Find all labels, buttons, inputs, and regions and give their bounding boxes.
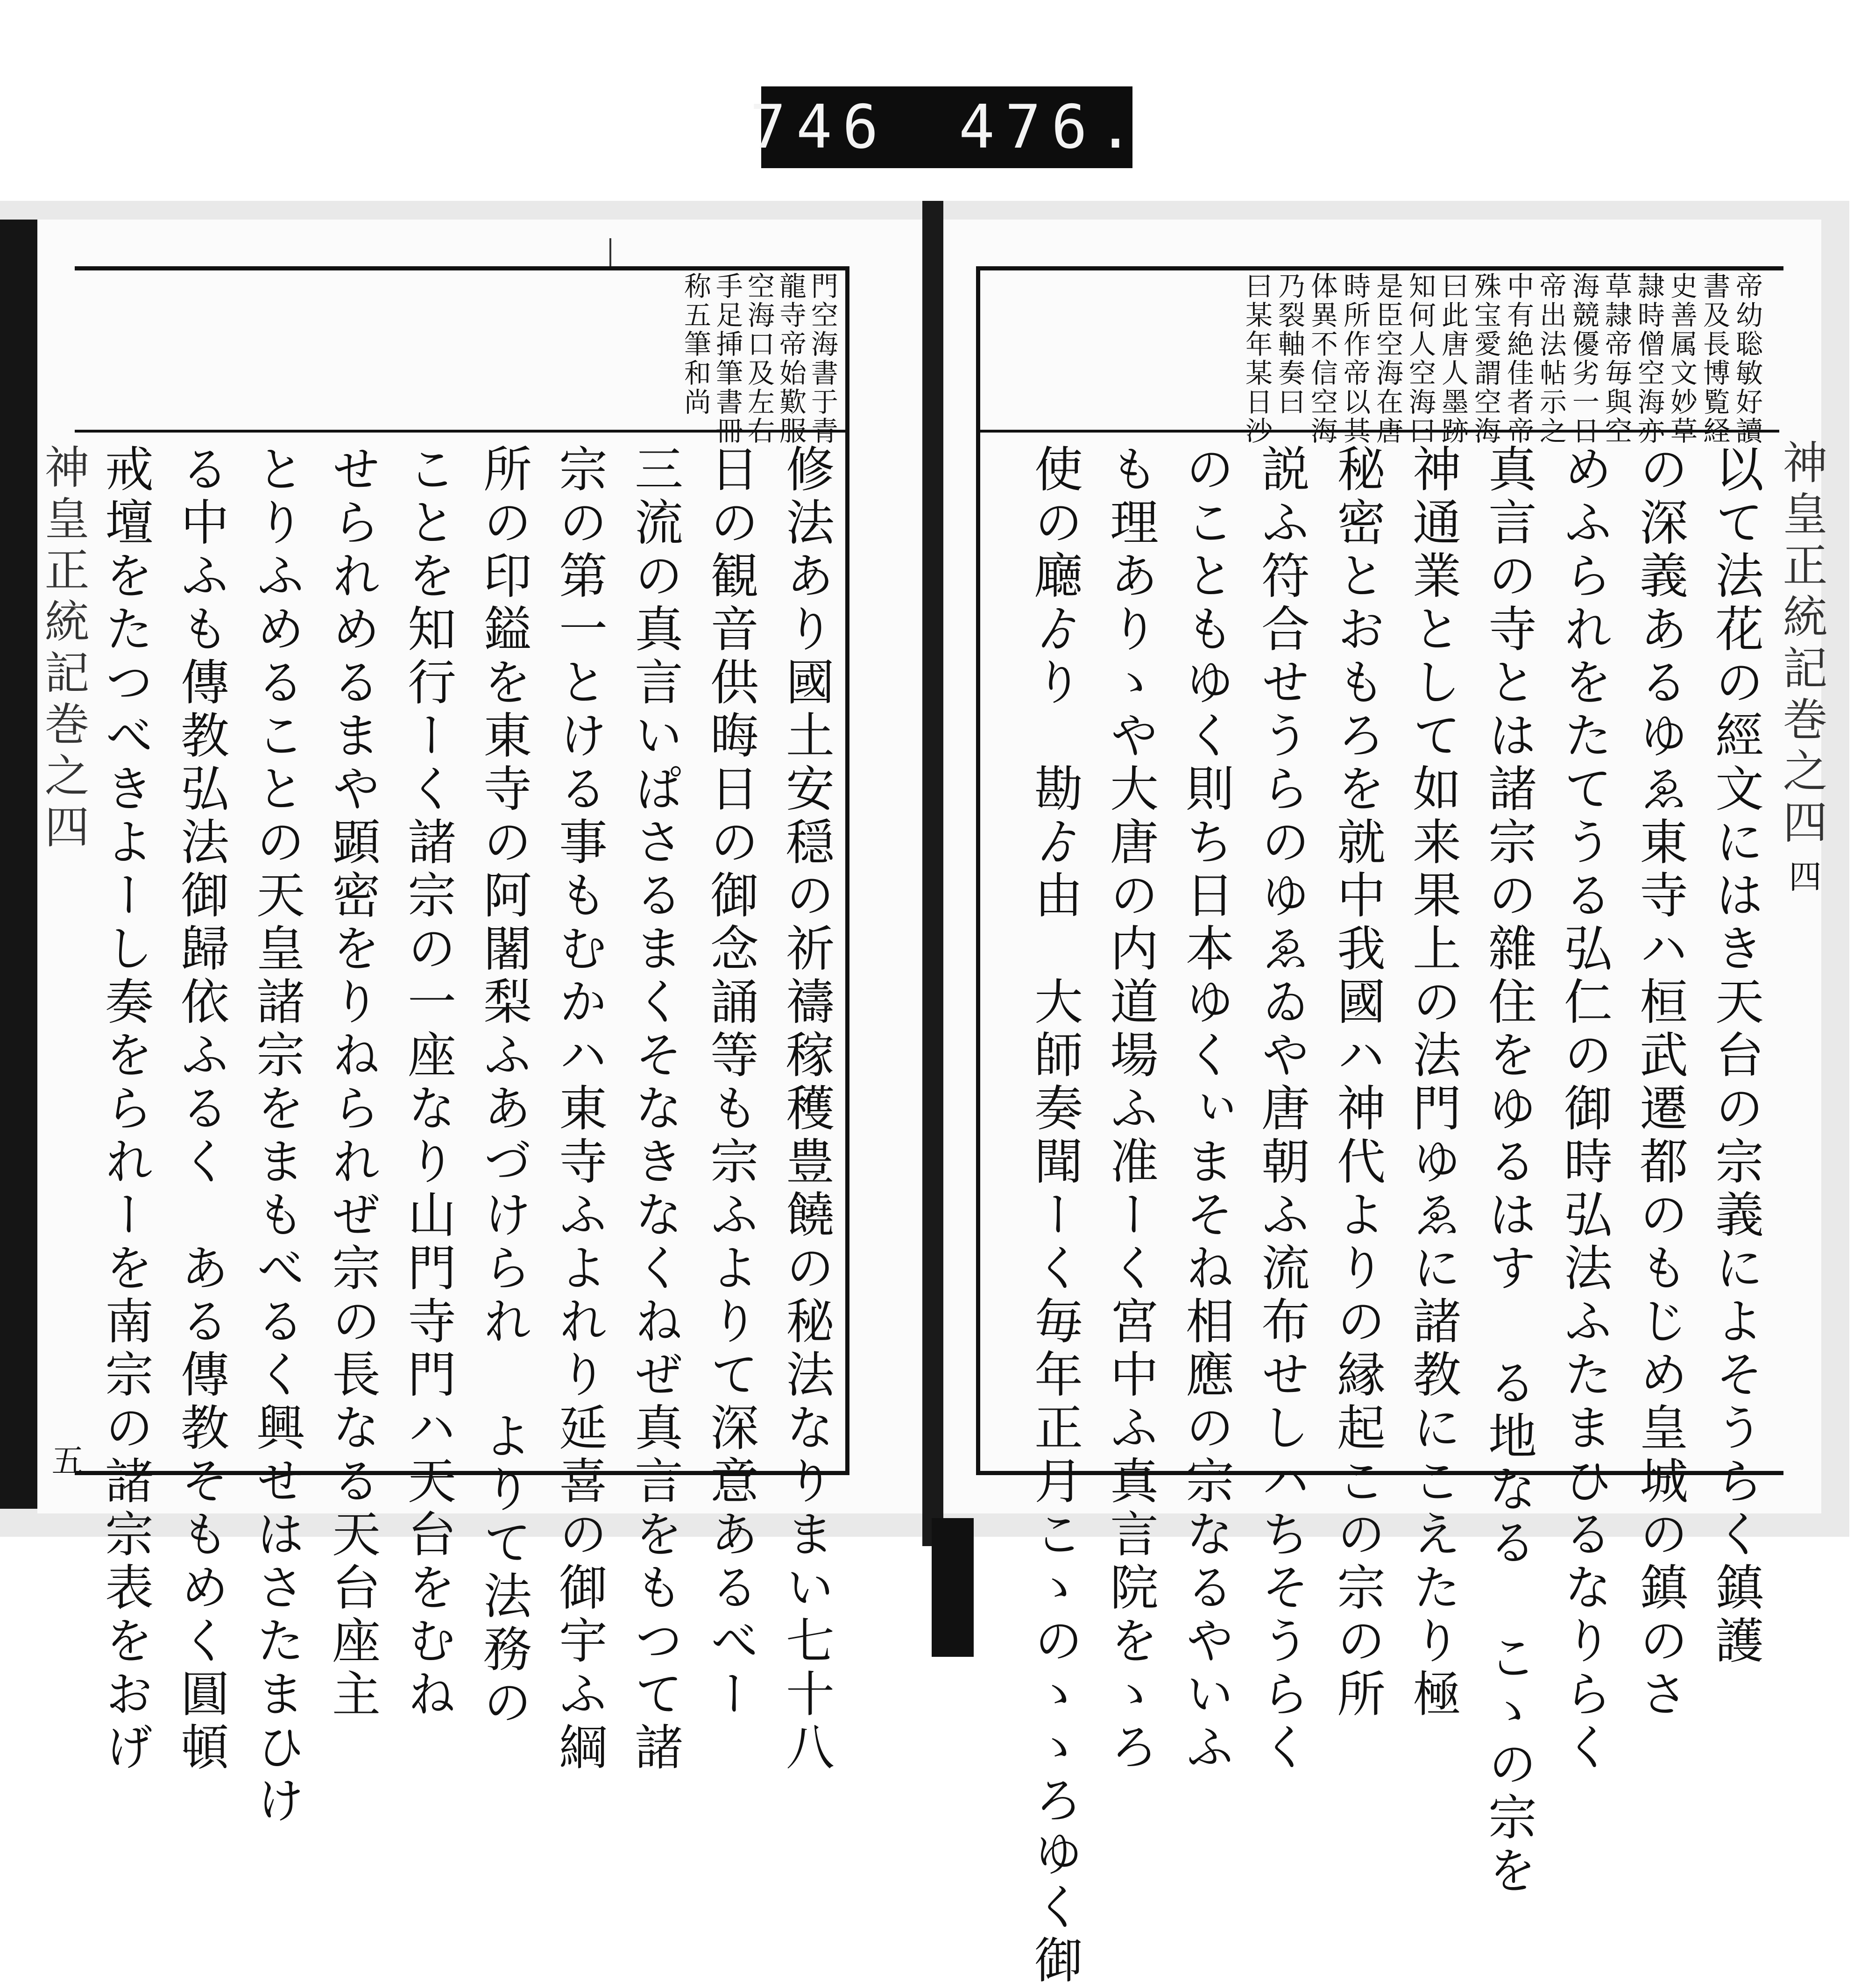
body-column: 戒壇をたつべきよーし奏をられーを南宗の諸宗表をおげ [97, 444, 154, 1775]
headnote-column: 知何人空海曰 [1404, 272, 1436, 446]
headnote-column: 史善属文妙草 [1666, 272, 1698, 446]
headnote-column: 空海口及左右 [743, 272, 775, 446]
headnote-column: 曰此唐人墨跡 [1437, 272, 1469, 446]
headnote-column: 隷時僧空海亦 [1633, 272, 1665, 446]
scan-left-number: 746 [750, 92, 889, 162]
body-column: 所の印鎰を東寺の阿闍梨ふあづけられ よりて法務の [475, 444, 532, 1730]
headnote-column: 称五筆和尚 [679, 272, 711, 417]
body-column: 日の観音供晦日の御念誦等も宗ふよりて深意あるべー [702, 444, 759, 1722]
right-page-number: 四 [1783, 859, 1822, 892]
left-page [37, 220, 925, 1828]
body-column: 説ふ符合せうらのゆゑゐや唐朝ふ流布せしハちそうらく [1253, 444, 1310, 1775]
headnote-column: 体異不信空海 [1306, 272, 1338, 446]
body-column: 三流の真言いぱさるまくそなきなくねぜ真言をもつて諸 [626, 444, 683, 1775]
body-column: る中ふも傳教弘法御歸依ふるく ある傳教そもめく圓頓 [172, 444, 229, 1775]
body-column: のこともゆく則ち日本ゆくぃまそね相應の宗なるやいふ [1177, 444, 1234, 1775]
body-column: 宗の第一とける事もむかハ東寺ふよれり延喜の御宇ふ綱 [551, 444, 608, 1775]
headnote-column: 書及長博覧経 [1698, 272, 1730, 446]
body-column: の深義あるゆゑ東寺ハ桓武遷都のもじめ皇城の鎮のさ [1631, 444, 1688, 1722]
body-column: 神通業として如来果上の法門ゆゑに諸教にこえたり極 [1404, 444, 1461, 1722]
body-column: 真言の寺とは諸宗の雜住をゆるはす る地なる こゝの宗を [1480, 444, 1537, 1898]
right-running-title: 神皇正統記巻之四 [1776, 439, 1828, 850]
body-column: めふられをたてうる弘仁の御時弘法ふたまひるなりらく [1556, 444, 1613, 1775]
headnote-column: 草隷帝毎與空 [1600, 272, 1632, 446]
headnote-column: 是臣空海在唐 [1372, 272, 1403, 446]
body-column: せられめるまや顕密をりねられぜ宗の長なる天台座主 [324, 444, 381, 1722]
headnote-column: 帝幼聡敏好讀 [1731, 272, 1763, 446]
right-page [943, 220, 1828, 1988]
headnote-column: 門空海書于青 [807, 272, 838, 446]
body-column: 修法あり國土安穏の祈禱稼穫豊饒の秘法なりまい七十八 [778, 444, 835, 1775]
headnote-column: 中有絶佳者帝 [1502, 272, 1534, 446]
gutter-clip [932, 1518, 974, 1657]
book-gutter [922, 201, 943, 1546]
left-running-title: 神皇正統記巻之四 [37, 444, 90, 855]
left-page-tick [609, 238, 611, 266]
headnote-column: 乃裂軸奏曰 [1274, 272, 1305, 417]
scan-right-number: 476. [958, 92, 1144, 162]
headnote-column: 手足挿筆書冊 [711, 272, 743, 446]
headnote-column: 曰某年某日沙 [1241, 272, 1273, 446]
headnote-column: 海競優劣一日 [1568, 272, 1599, 446]
headnote-column: 帝出法帖示之 [1535, 272, 1567, 446]
scan-number-label [750, 86, 1144, 168]
left-page-number: 五 [46, 1443, 85, 1476]
body-column: 以て法花の經文にはき天台の宗義によそうらく鎮護 [1707, 444, 1764, 1668]
body-column: ことを知行ーく諸宗の一座なり山門寺門ハ天台をむね [399, 444, 456, 1722]
body-column: 秘密とおもろを就中我國ハ神代よりの縁起この宗の所 [1329, 444, 1386, 1722]
body-column: 使の廰ゟり 勘ゟ由 大師奏聞ーく毎年正月こゝのゝゝろゆく御 [1026, 444, 1083, 1988]
headnote-column: 龍寺帝始歎服 [775, 272, 807, 446]
body-column: とりふめることの天皇諸宗をまもべるく興せはさたまひけ [248, 444, 305, 1828]
headnote-column: 時所作帝以其 [1339, 272, 1371, 446]
body-column: も理ありゝや大唐の内道場ふ准ーく宮中ふ真言院をゝろ [1102, 444, 1159, 1775]
headnote-column: 殊宝愛謂空海 [1470, 272, 1501, 446]
